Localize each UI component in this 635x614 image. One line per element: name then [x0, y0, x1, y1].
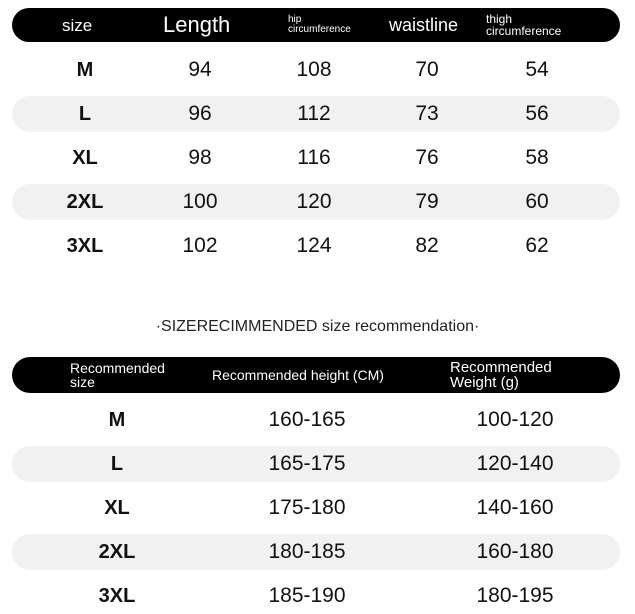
header-hip [288, 8, 351, 42]
size-chart-header [12, 8, 620, 42]
header-thigh [486, 8, 561, 42]
size-chart-row [12, 52, 620, 88]
hip-cell: 108 [296, 58, 332, 81]
recommendation-row [12, 402, 620, 438]
length-cell: 102 [182, 234, 218, 257]
header-hip-line2: circumference [288, 24, 351, 35]
length-cell: 100 [182, 190, 218, 213]
header-waist-label: waistline [389, 15, 459, 35]
size-cell: 3XL [66, 234, 104, 257]
size-chart-row [12, 184, 620, 220]
rec-size-cell: M [108, 408, 126, 431]
recommendation-row [12, 446, 620, 482]
rec-weight-cell: 140-160 [476, 496, 554, 519]
hip-cell: 120 [296, 190, 332, 213]
rec-height-cell: 160-165 [268, 408, 346, 431]
header-thigh-line1: thigh [486, 12, 513, 26]
header-size [62, 8, 92, 42]
rec-size-cell: 3XL [98, 584, 136, 607]
header-length [163, 8, 230, 42]
rec-height-cell: 165-175 [268, 452, 346, 475]
rec-size-cell: L [110, 452, 124, 475]
header-rec-weight-line2: Weight (g) [450, 374, 519, 391]
recommendation-row [12, 534, 620, 570]
waist-cell: 76 [415, 146, 439, 169]
header-rec-weight-line1: Recommended [450, 359, 552, 376]
thigh-cell: 60 [525, 190, 549, 213]
rec-weight-cell: 180-195 [476, 584, 554, 607]
thigh-cell: 56 [525, 102, 549, 125]
size-chart-row [12, 96, 620, 132]
rec-weight-cell: 160-180 [476, 540, 554, 563]
recommendation-header [12, 357, 620, 393]
thigh-cell: 62 [525, 234, 549, 257]
header-length-label: Length [163, 12, 231, 37]
header-rec-size [70, 357, 165, 393]
header-waist [389, 8, 458, 42]
hip-cell: 116 [297, 146, 331, 169]
header-rec-height-label: Recommended height (CM) [212, 367, 384, 383]
length-cell: 98 [188, 146, 212, 169]
header-size-label: size [62, 15, 93, 35]
header-rec-height [212, 357, 384, 393]
size-chart-row [12, 140, 620, 176]
size-cell: 2XL [66, 190, 104, 213]
rec-height-cell: 185-190 [268, 584, 346, 607]
thigh-cell: 54 [525, 58, 549, 81]
size-chart-row [12, 228, 620, 264]
length-cell: 94 [188, 58, 212, 81]
length-cell: 96 [188, 102, 212, 125]
header-rec-size-line1: Recommended [70, 360, 165, 376]
thigh-cell: 58 [525, 146, 549, 169]
size-cell: M [76, 58, 94, 81]
header-rec-size-line2: size [70, 374, 95, 390]
hip-cell: 112 [297, 102, 331, 125]
rec-size-cell: 2XL [98, 540, 136, 563]
rec-weight-cell: 100-120 [476, 408, 554, 431]
size-cell: L [78, 102, 92, 125]
waist-cell: 73 [415, 102, 439, 125]
waist-cell: 70 [415, 58, 439, 81]
header-rec-weight [450, 357, 552, 393]
size-cell: XL [72, 146, 98, 169]
rec-height-cell: 180-185 [268, 540, 346, 563]
header-hip-line1: hip [288, 14, 302, 25]
header-thigh-line2: circumference [486, 24, 562, 38]
rec-weight-cell: 120-140 [476, 452, 554, 475]
hip-cell: 124 [296, 234, 332, 257]
rec-height-cell: 175-180 [268, 496, 346, 519]
waist-cell: 82 [415, 234, 439, 257]
waist-cell: 79 [415, 190, 439, 213]
recommendation-caption: ·SIZERECIMMENDED size recommendation· [155, 318, 480, 335]
recommendation-row [12, 578, 620, 614]
rec-size-cell: XL [104, 496, 130, 519]
recommendation-row [12, 490, 620, 526]
